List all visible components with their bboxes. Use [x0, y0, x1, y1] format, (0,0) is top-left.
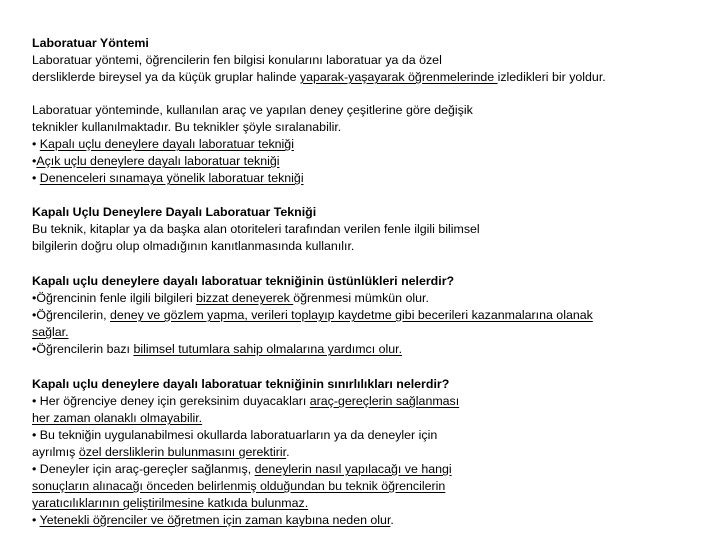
paragraph-line: Laboratuar yöntemi, öğrencilerin fen bilgisi konularını laboratuar ya da özel [32, 53, 442, 67]
paragraph-line: teknikler kullanılmaktadır. Bu teknikler şöyle sıralanabilir. [32, 120, 342, 134]
underlined-text: her zaman olanaklı olmayabilir. [32, 411, 203, 425]
paragraph-line [32, 69, 712, 86]
text-run: izledikleri bir yoldur. [497, 70, 606, 84]
list-item [32, 512, 712, 529]
text-run: öğrenmesi mümkün olur. [293, 291, 429, 305]
section-title: Laboratuar Yöntemi [32, 36, 149, 50]
underlined-text: sonuçların alınacağı önceden belirlenmiş olduğundan bu teknik öğrencilerin [32, 479, 446, 493]
bullet: • [32, 137, 40, 151]
text-run: ayrılmış [32, 445, 79, 459]
list-item: • Bu tekniğin uygulanabilmesi okullarda laboratuarların ya da deneyler için [32, 428, 438, 442]
section-teknikler [32, 102, 712, 187]
text-run: •Öğrencilerin, [32, 308, 111, 322]
underlined-text: Denenceleri sınamaya yönelik laboratuar tekniği [39, 171, 304, 185]
paragraph-line: Laboratuar yönteminde, kullanılan araç ve yapılan deney çeşitlerine göre değişik [32, 103, 473, 117]
text-run: dersliklerde bireysel ya da küçük gruplar halinde [32, 70, 300, 84]
document-body [32, 35, 712, 529]
bullet: • [32, 171, 40, 185]
underlined-text: Kapalı uçlu deneylere dayalı laboratuar tekniği [39, 137, 294, 151]
text-run: • Her öğrenciye deney için gereksinim duyacakları [32, 394, 310, 408]
list-item-continuation [32, 495, 712, 512]
list-item [32, 136, 712, 153]
section-sinirliliklar [32, 376, 712, 529]
list-item-continuation [32, 444, 712, 461]
underlined-text: Açık uçlu deneylere dayalı laboratuar tekniği [36, 154, 280, 168]
list-item-continuation [32, 324, 712, 341]
underlined-text: bizzat deneyerek [196, 291, 294, 305]
underlined-text: bilimsel tutumlara sahip olmalarına yardımcı olur. [133, 342, 403, 356]
list-item-continuation [32, 478, 712, 495]
list-item [32, 341, 712, 358]
list-item [32, 290, 712, 307]
underlined-text: deney ve gözlem yapma, verileri toplayıp kaydetme gibi becerileri kazanmalarına olanak [110, 308, 593, 322]
text-run: •Öğrencinin fenle ilgili bilgileri [32, 291, 197, 305]
bullet: • [32, 513, 40, 527]
underlined-text: yaparak-yaşayarak öğrenmelerinde [299, 70, 498, 84]
list-item [32, 170, 712, 187]
paragraph-line: bilgilerin doğru olup olmadığının kanıtlanmasında kullanılır. [32, 239, 355, 253]
list-item [32, 393, 712, 410]
section-laboratuar-yontemi [32, 35, 712, 86]
section-ustunlukler [32, 273, 712, 358]
text-run: • Deneyler için araç-gereçler sağlanmış, [32, 462, 255, 476]
list-item-continuation [32, 410, 712, 427]
underlined-text: araç-gereçlerin sağlanması [309, 394, 460, 408]
underlined-text: özel dersliklerin bulunmasını gerektirir [78, 445, 287, 459]
list-item [32, 153, 712, 170]
paragraph-line: Bu teknik, kitaplar ya da başka alan otoriteleri tarafından verilen fenle ilgili bilimsel [32, 222, 480, 236]
underlined-text: Yetenekli öğrenciler ve öğretmen için zaman kaybına neden olur [39, 513, 391, 527]
text-run: . [390, 513, 394, 527]
text-run: •Öğrencilerin bazı [32, 342, 134, 356]
section-kapali-uclu-teknik [32, 204, 712, 255]
section-title: Kapalı uçlu deneylere dayalı laboratuar tekniğinin sınırlılıkları nelerdir? [32, 377, 450, 391]
bullet: • [32, 154, 37, 168]
section-title: Kapalı Uçlu Deneylere Dayalı Laboratuar Tekniği [32, 205, 317, 219]
section-title: Kapalı uçlu deneylere dayalı laboratuar tekniğinin üstünlükleri nelerdir? [32, 274, 455, 288]
underlined-text: deneylerin nasıl yapılacağı ve hangi [254, 462, 452, 476]
underlined-text: yaratıcılıklarının geliştirilmesine katkıda bulunmaz. [32, 496, 309, 510]
list-item [32, 307, 712, 324]
underlined-text: sağlar. [32, 325, 69, 339]
list-item [32, 461, 712, 478]
text-run: . [286, 445, 290, 459]
